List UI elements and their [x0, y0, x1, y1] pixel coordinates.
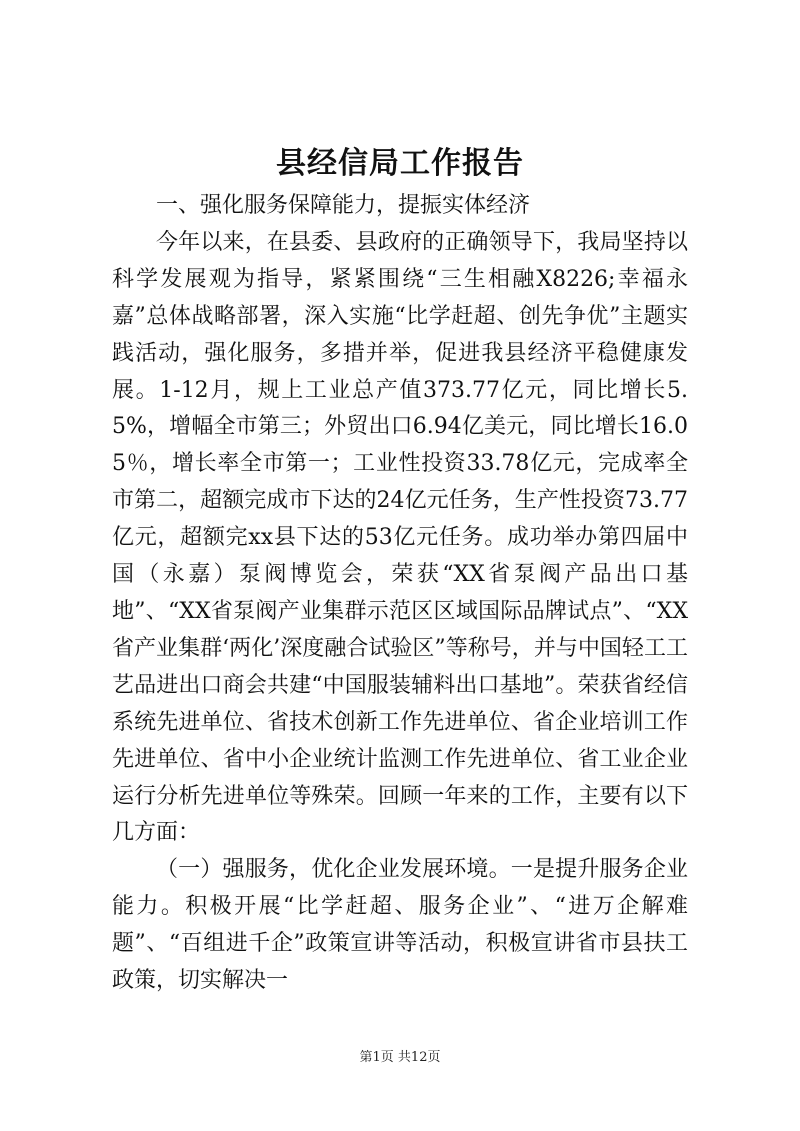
- body-paragraph: （一）强服务，优化企业发展环境。一是提升服务企业能力。积极开展“比学赶超、服务企业”、“进万企解难题”、“百组进千企”政策宣讲等活动，积极宣讲省市县扶工政策，切实解决一: [112, 857, 688, 994]
- page-footer: [0, 1046, 800, 1065]
- document-body: [112, 188, 688, 1000]
- page-number-label: 第1页 共12页: [359, 1050, 441, 1065]
- document-title: 县经信局工作报告: [276, 146, 524, 181]
- section-heading: 一、强化服务保障能力，提振实体经济: [156, 193, 531, 218]
- body-paragraph: 今年以来，在县委、县政府的正确领导下，我局坚持以科学发展观为指导，紧紧围绕“三生相融X8226;幸福永嘉”总体战略部署，深入实施“比学赶超、创先争优”主题实践活动，强化服务，多措并举，促进我县经济平稳健康发展。1-12月，规上工业总产值373.77亿元，同比增长5.5%，增幅全市第三；外贸出口6.94亿美元，同比增长16.05％，增长率全市第一；工业性投资33.78亿元，完成率全市第二，超额完成市下达的24亿元任务，生产性投资73.77亿元，超额完xx县下达的53亿元任务。成功举办第四届中国（永嘉）泵阀博览会，荣获“XX省泵阀产品出口基地”、“XX省泵阀产业集群示范区区域国际品牌试点”、“XX省产业集群‘两化’深度融合试验区”等称号，并与中国轻工工艺品进出口商会共建“中国服装辅料出口基地”。荣获省经信系统先进单位、省技术创新工作先进单位、省企业培训工作先进单位、省中小企业统计监测工作先进单位、省工业企业运行分析先进单位等殊荣。回顾一年来的工作，主要有以下几方面：: [112, 229, 688, 846]
